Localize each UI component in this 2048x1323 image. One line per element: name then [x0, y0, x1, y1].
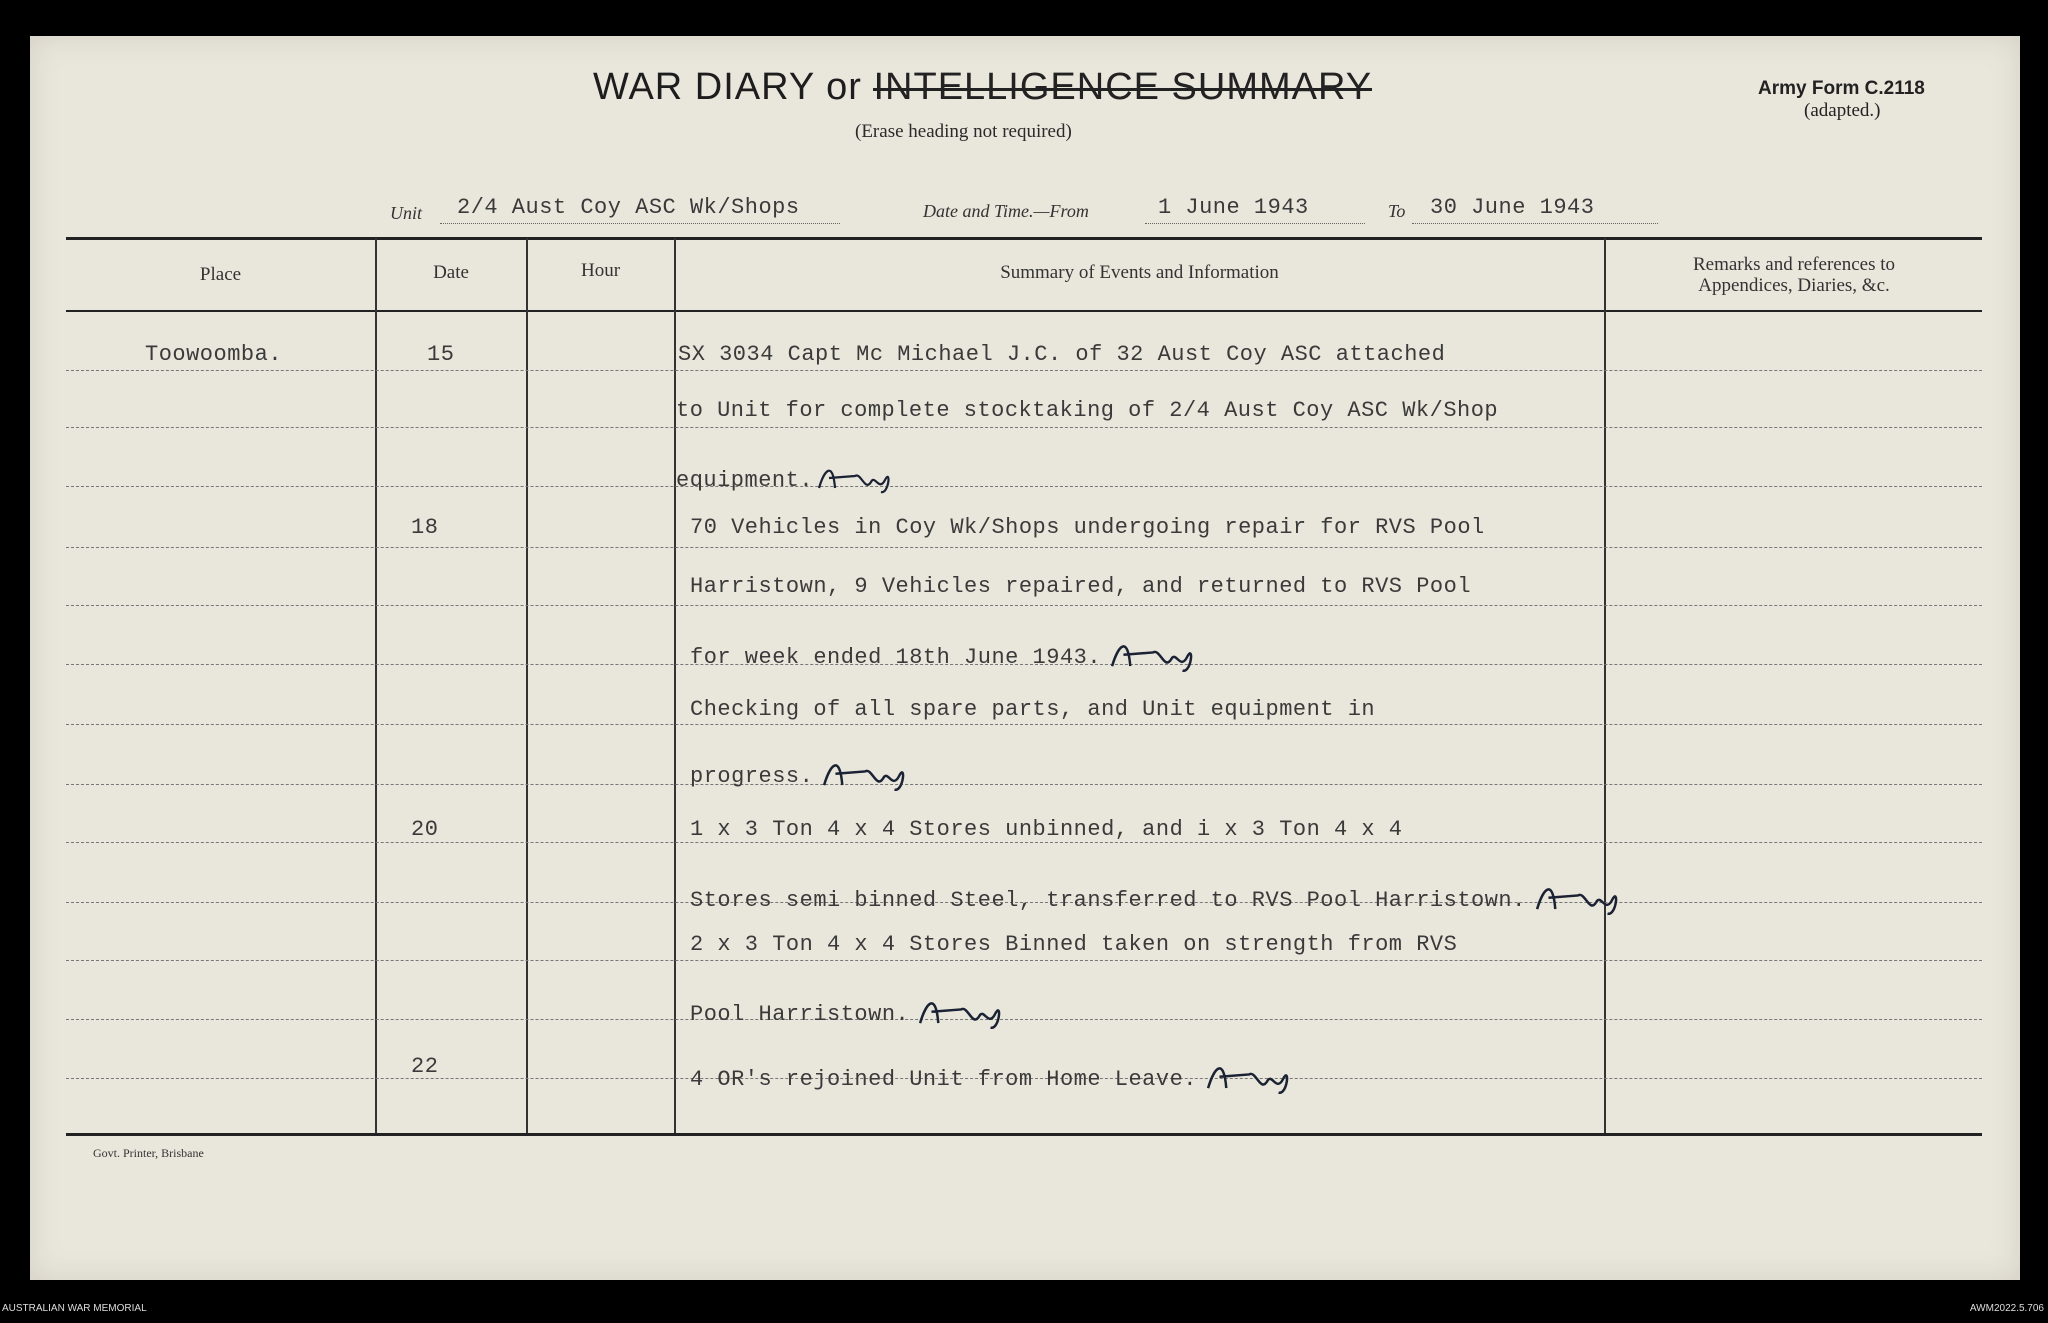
- initials-signature-icon: [911, 989, 1011, 1039]
- printer-imprint: Govt. Printer, Brisbane: [93, 1146, 204, 1160]
- col-header-summary: Summary of Events and Information: [1000, 262, 1279, 283]
- date-from: 1 June 1943: [1158, 195, 1309, 220]
- col-divider-hour: [674, 238, 676, 1133]
- struck-heading: [873, 66, 1372, 109]
- date-time-label: Date and Time.—From: [923, 201, 1089, 221]
- initials-signature-icon: [1199, 1054, 1299, 1104]
- title-war-diary: WAR DIARY: [593, 66, 815, 108]
- title-or: or: [826, 66, 862, 108]
- credit-left: AUSTRALIAN WAR MEMORIAL: [2, 1303, 147, 1314]
- row-text-content: Pool Harristown.: [690, 1001, 910, 1027]
- row-text-content: equipment.: [676, 467, 814, 493]
- initials-signature-icon: [1528, 875, 1628, 925]
- row-text: Harristown, 9 Vehicles repaired, and returned to RVS Pool: [690, 574, 1472, 599]
- initials-signature-icon: [815, 458, 895, 502]
- unit-label: Unit: [390, 203, 423, 223]
- row-text: [676, 458, 895, 502]
- row-text-content: progress.: [690, 763, 814, 789]
- row-place: Toowoomba.: [145, 342, 283, 367]
- col-divider-date: [526, 238, 528, 1133]
- initials-signature-icon: [1103, 632, 1203, 682]
- row-date: 18: [411, 515, 439, 540]
- row-text: SX 3034 Capt Mc Michael J.C. of 32 Aust Coy ASC attached: [678, 342, 1446, 367]
- date-to: 30 June 1943: [1430, 195, 1595, 220]
- diary-title: [593, 66, 1372, 109]
- row-text: [690, 632, 1203, 682]
- credit-right: AWM2022.5.706: [1969, 1303, 2044, 1314]
- initials-signature-icon: [815, 751, 915, 801]
- row-text: [690, 1054, 1299, 1104]
- col-divider-summary: [1604, 238, 1606, 1133]
- row-date: 15: [427, 342, 455, 367]
- row-text: Checking of all spare parts, and Unit equipment in: [690, 697, 1376, 722]
- remarks-header-line2: Appendices, Diaries, &c.: [1698, 275, 1890, 296]
- struck-heading-text: INTELLIGENCE SUMMARY: [873, 66, 1373, 108]
- row-text: to Unit for complete stocktaking of 2/4 Aust Coy ASC Wk/Shop: [676, 398, 1499, 423]
- row-text: 70 Vehicles in Coy Wk/Shops undergoing repair for RVS Pool: [690, 515, 1485, 540]
- col-header-hour: Hour: [580, 260, 621, 281]
- col-header-place: Place: [199, 264, 242, 285]
- header-bottom-rule: [66, 310, 1982, 312]
- row-date: 22: [411, 1054, 439, 1079]
- army-form-number: Army Form C.2118: [1758, 78, 1925, 99]
- row-text: [690, 875, 1628, 925]
- row-date: 20: [411, 817, 439, 842]
- col-divider-place: [375, 238, 377, 1133]
- table-bottom-rule: [66, 1133, 1982, 1136]
- row-text-content: Stores semi binned Steel, transferred to RVS Pool Harristown.: [690, 887, 1526, 913]
- row-text-content: for week ended 18th June 1943.: [690, 644, 1102, 670]
- table-top-rule: [66, 237, 1982, 240]
- erase-note: (Erase heading not required): [855, 121, 1072, 142]
- remarks-header-line1: Remarks and references to: [1692, 254, 1896, 275]
- date-to-label: To: [1388, 201, 1406, 221]
- unit-value: 2/4 Aust Coy ASC Wk/Shops: [457, 195, 800, 220]
- row-text: [690, 751, 915, 801]
- col-header-date: Date: [433, 262, 469, 283]
- col-header-remarks: [1606, 254, 1982, 296]
- row-text: 2 x 3 Ton 4 x 4 Stores Binned taken on strength from RVS: [690, 932, 1458, 957]
- army-form-note: (adapted.): [1804, 100, 1881, 121]
- row-text: [690, 989, 1011, 1039]
- row-text-content: 4 OR's rejoined Unit from Home Leave.: [690, 1066, 1197, 1092]
- row-text: 1 x 3 Ton 4 x 4 Stores unbinned, and i x 3 Ton 4 x 4: [690, 817, 1403, 842]
